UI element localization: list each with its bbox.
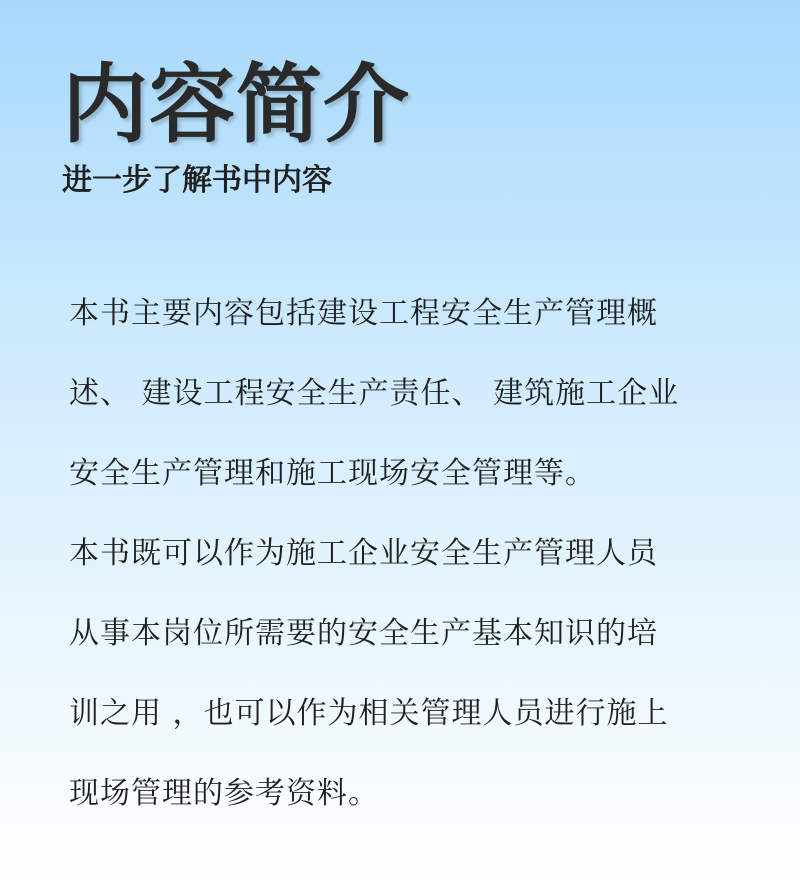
- content-line: 训之用 ，也可以作为相关管理人员进行施上: [69, 696, 669, 731]
- content-line: 从事本岗位所需要的安全生产基本知识的培: [69, 616, 658, 651]
- section-header: [62, 55, 742, 198]
- content-line: 安全生产管理和施工现场安全管理等。: [69, 456, 596, 491]
- page-title: 内容简介: [62, 55, 410, 155]
- content-line: 本书主要内容包括建设工程安全生产管理概: [69, 296, 658, 331]
- page-subtitle: 进一步了解书中内容: [62, 163, 332, 198]
- content-line: 现场管理的参考资料。: [69, 776, 379, 811]
- content-line: 述、 建设工程安全生产责任、 建筑施工企业: [69, 376, 680, 411]
- content-summary: [69, 274, 749, 834]
- content-line: 本书既可以作为施工企业安全生产管理人员: [69, 536, 658, 571]
